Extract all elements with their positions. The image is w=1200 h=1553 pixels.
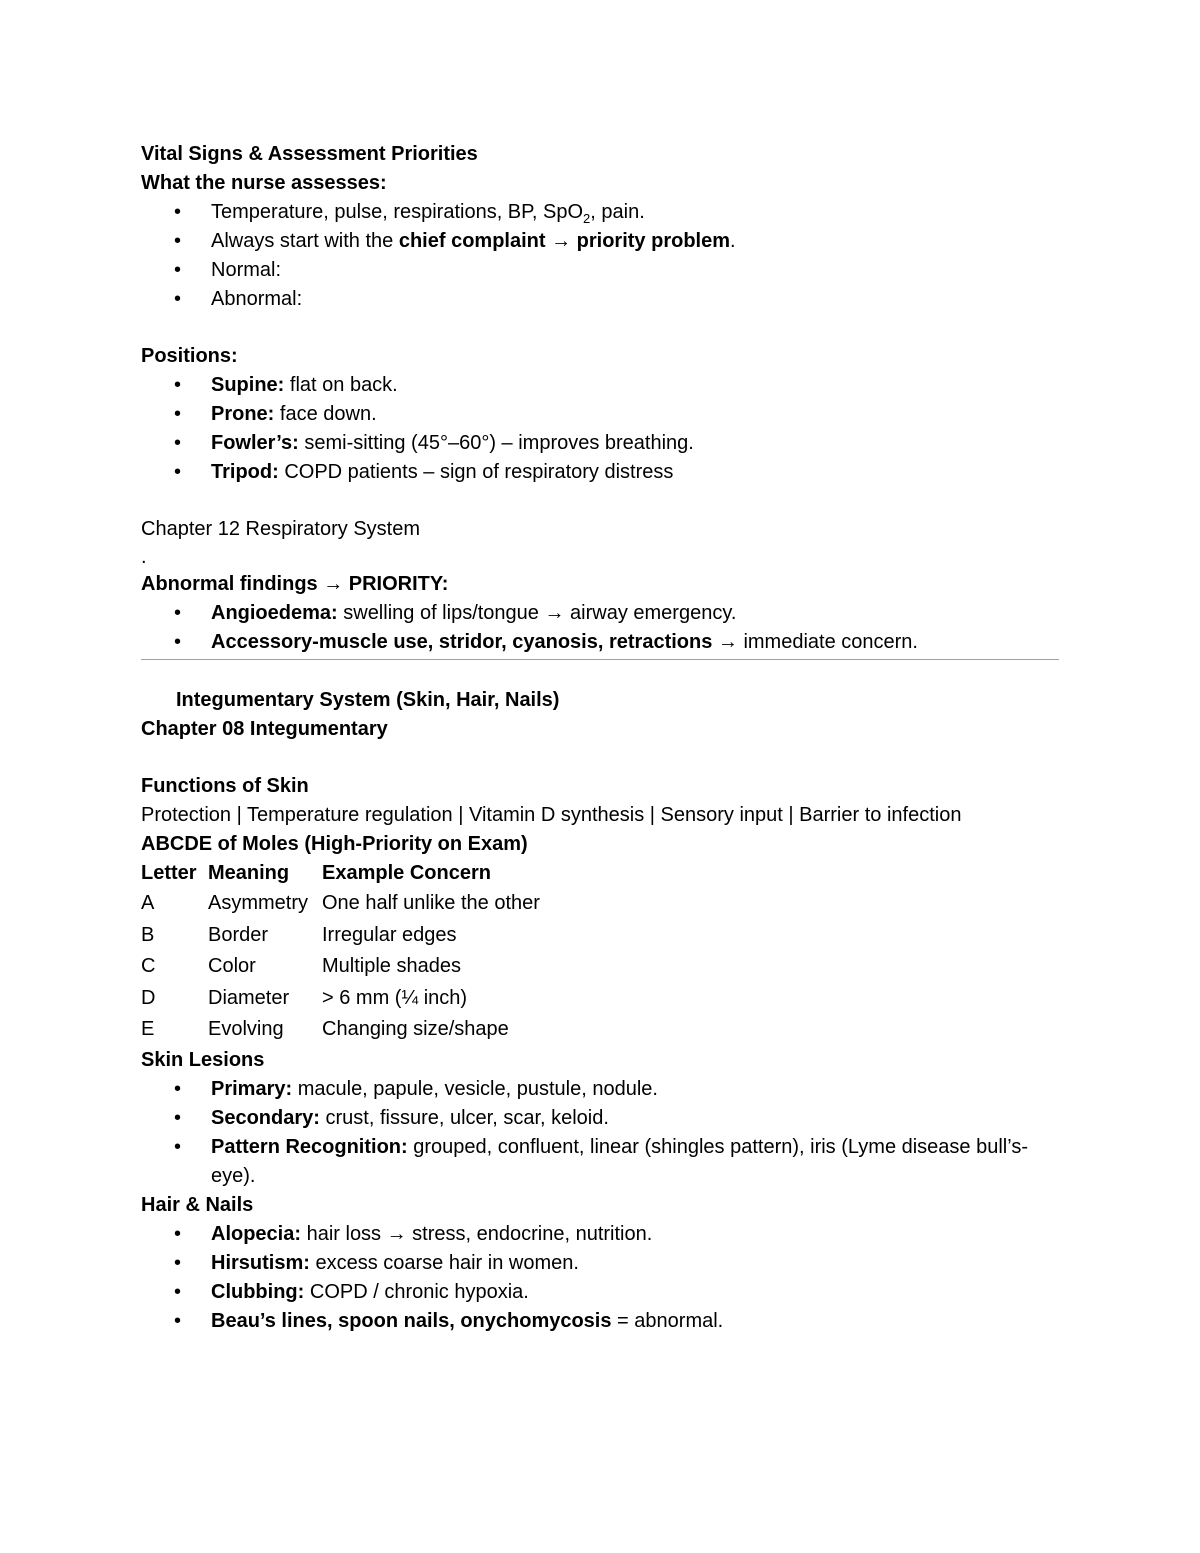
section-title-vital-signs: Vital Signs & Assessment Priorities: [141, 143, 478, 165]
vital-signs-list: [141, 198, 1059, 314]
functions-of-skin-text: Protection | Temperature regulation | Vitamin D synthesis | Sensory input | Barrier to infection: [141, 804, 962, 826]
list-item: • Primary: macule, papule, vesicle, pustule, nodule.: [141, 1075, 1059, 1104]
hair-nails-list: [141, 1220, 1059, 1336]
chapter-heading-respiratory: Chapter 12 Respiratory System: [141, 518, 421, 540]
stray-dot: .: [141, 546, 147, 568]
section-title-positions: Positions:: [141, 345, 238, 367]
section-title-skin-lesions: Skin Lesions: [141, 1048, 265, 1071]
table-cell: C: [141, 955, 156, 977]
section-title-hair-nails: Hair & Nails: [141, 1193, 254, 1216]
table-row: [141, 888, 540, 920]
table-header-row: [141, 859, 540, 888]
table-cell: Changing size/shape: [322, 1018, 509, 1040]
list-item: • Normal:: [141, 256, 1059, 285]
chapter-heading-integumentary: Chapter 08 Integumentary: [141, 718, 388, 740]
table-cell: Border: [208, 923, 269, 946]
list-item: • Clubbing: COPD / chronic hypoxia.: [141, 1278, 1059, 1307]
table-cell: E: [141, 1018, 155, 1040]
list-item: • Secondary: crust, fissure, ulcer, scar, keloid.: [141, 1104, 1059, 1133]
table-cell: Asymmetry: [208, 892, 308, 914]
list-item: • Alopecia: hair loss → stress, endocrine, nutrition.: [141, 1220, 1059, 1249]
table-row: [141, 1014, 540, 1046]
table-row: [141, 983, 540, 1015]
list-item: • Supine: flat on back.: [141, 371, 1059, 400]
section-title-integumentary: Integumentary System (Skin, Hair, Nails): [176, 689, 560, 711]
list-item: • Beau’s lines, spoon nails, onychomycosis = abnormal.: [141, 1307, 1059, 1336]
list-item: • Angioedema: swelling of lips/tongue → airway emergency.: [141, 599, 1059, 628]
horizontal-divider: [141, 659, 1059, 660]
list-item: • Hirsutism: excess coarse hair in women.: [141, 1249, 1059, 1278]
table-cell: Irregular edges: [322, 923, 457, 946]
section-title-abnormal-findings: Abnormal findings → PRIORITY:: [141, 573, 449, 595]
list-item: • Always start with the chief complaint → priority problem.: [141, 227, 1059, 256]
table-cell: Evolving: [208, 1018, 284, 1040]
table-cell: One half unlike the other: [322, 892, 540, 914]
abcde-table: [141, 859, 540, 1046]
subsection-title-nurse-assesses: What the nurse assesses:: [141, 172, 387, 194]
table-cell: Color: [208, 955, 256, 977]
document-page: [141, 140, 1059, 1336]
list-item: • Accessory-muscle use, stridor, cyanosis, retractions → immediate concern.: [141, 628, 1059, 657]
list-item: • Prone: face down.: [141, 400, 1059, 429]
list-item: • Abnormal:: [141, 285, 1059, 314]
list-item: • Tripod: COPD patients – sign of respiratory distress: [141, 458, 1059, 487]
table-row: [141, 951, 540, 983]
column-header: Letter: [141, 862, 197, 884]
column-header: Example Concern: [322, 862, 491, 884]
positions-list: [141, 371, 1059, 487]
list-item: • Fowler’s: semi-sitting (45°–60°) – improves breathing.: [141, 429, 1059, 458]
table-cell: D: [141, 986, 156, 1009]
skin-lesions-list: [141, 1075, 1059, 1191]
table-cell: B: [141, 923, 155, 946]
table-cell: A: [141, 892, 155, 914]
list-item: • Temperature, pulse, respirations, BP, SpO$_2$, pain.: [141, 198, 1059, 227]
abnormal-findings-list: [141, 599, 1059, 657]
section-title-functions-of-skin: Functions of Skin: [141, 775, 309, 797]
table-row: [141, 920, 540, 952]
table-cell: > 6 mm (¼ inch): [322, 986, 468, 1009]
section-title-abcde: ABCDE of Moles (High-Priority on Exam): [141, 833, 528, 855]
table-cell: Multiple shades: [322, 955, 461, 977]
list-item: • Pattern Recognition: grouped, confluent, linear (shingles pattern), iris (Lyme disease bull’s-eye).: [141, 1133, 1059, 1191]
table-cell: Diameter: [208, 986, 290, 1009]
column-header: Meaning: [208, 862, 290, 884]
